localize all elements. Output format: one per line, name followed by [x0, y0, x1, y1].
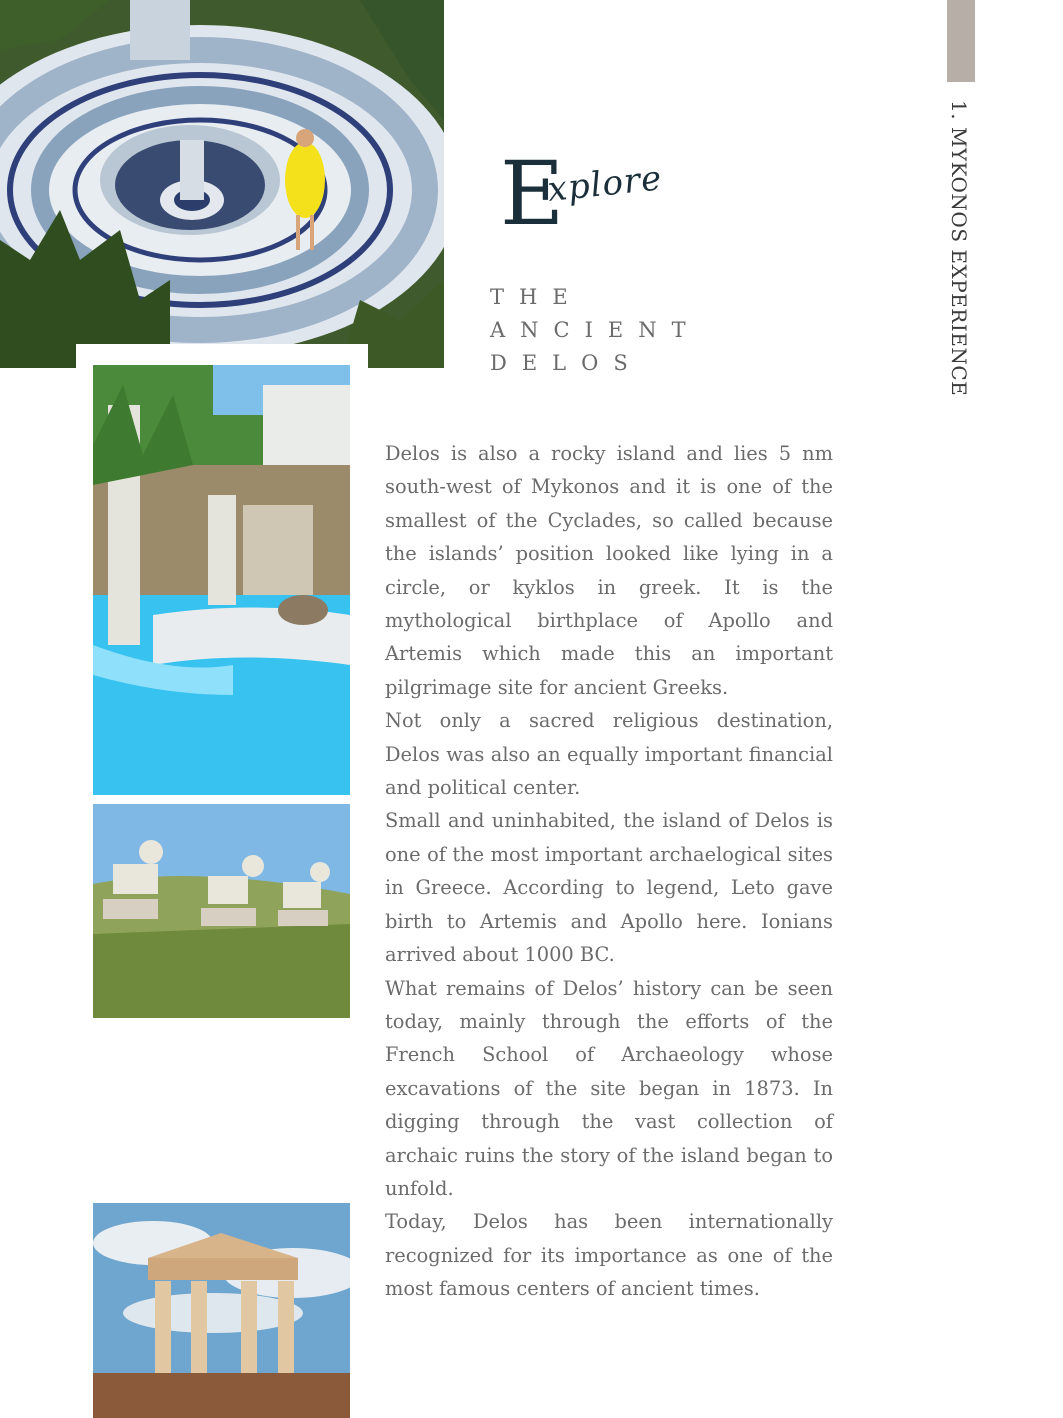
- heading-script: xplore: [545, 158, 665, 210]
- pool-photo: [93, 365, 350, 795]
- section-label: 1. MYKONOS EXPERIENCE: [947, 100, 971, 397]
- explore-heading: [500, 142, 700, 245]
- paragraph: Small and uninhabited, the island of Delos is one of the most important archaelogical sites in Greece. According to legend, Leto gave birth to Artemis and Apollo here. Ionians arrived about 1000 BC.: [385, 809, 833, 967]
- temple-photo: [93, 1203, 350, 1418]
- paragraph: Delos is also a rocky island and lies 5 nm south-west of Mykonos and it is one of the smallest of the Cyclades, so called because the islands’ position looked like lying in a circle, or kyklos in greek. It is the mythological birthplace of Apollo and Artemis which made this an important pilgrimage site for ancient Greeks.: [385, 442, 833, 699]
- paragraph: Today, Delos has been internationally recognized for its importance as one of the most famous centers of ancient times.: [385, 1210, 833, 1301]
- subtitle: [490, 281, 710, 380]
- mosaic-fountain-photo: [0, 0, 444, 368]
- article-body: [385, 437, 833, 1306]
- subtitle-line: ANCIENT: [490, 318, 701, 342]
- heading-initial: E: [500, 142, 565, 245]
- paragraph: What remains of Delos’ history can be seen today, mainly through the efforts of the French School of Archaeology whose excavations of the site began in 1873. In digging through the vast collection of archaic ruins the story of the island began to unfold.: [385, 976, 833, 1200]
- accent-bar: [947, 0, 975, 82]
- subtitle-line: THE: [490, 285, 583, 309]
- lions-photo: [93, 804, 350, 1018]
- subtitle-line: DELOS: [490, 351, 643, 375]
- paragraph: Not only a sacred religious destination, Delos was also an equally important financial and political center.: [385, 709, 833, 800]
